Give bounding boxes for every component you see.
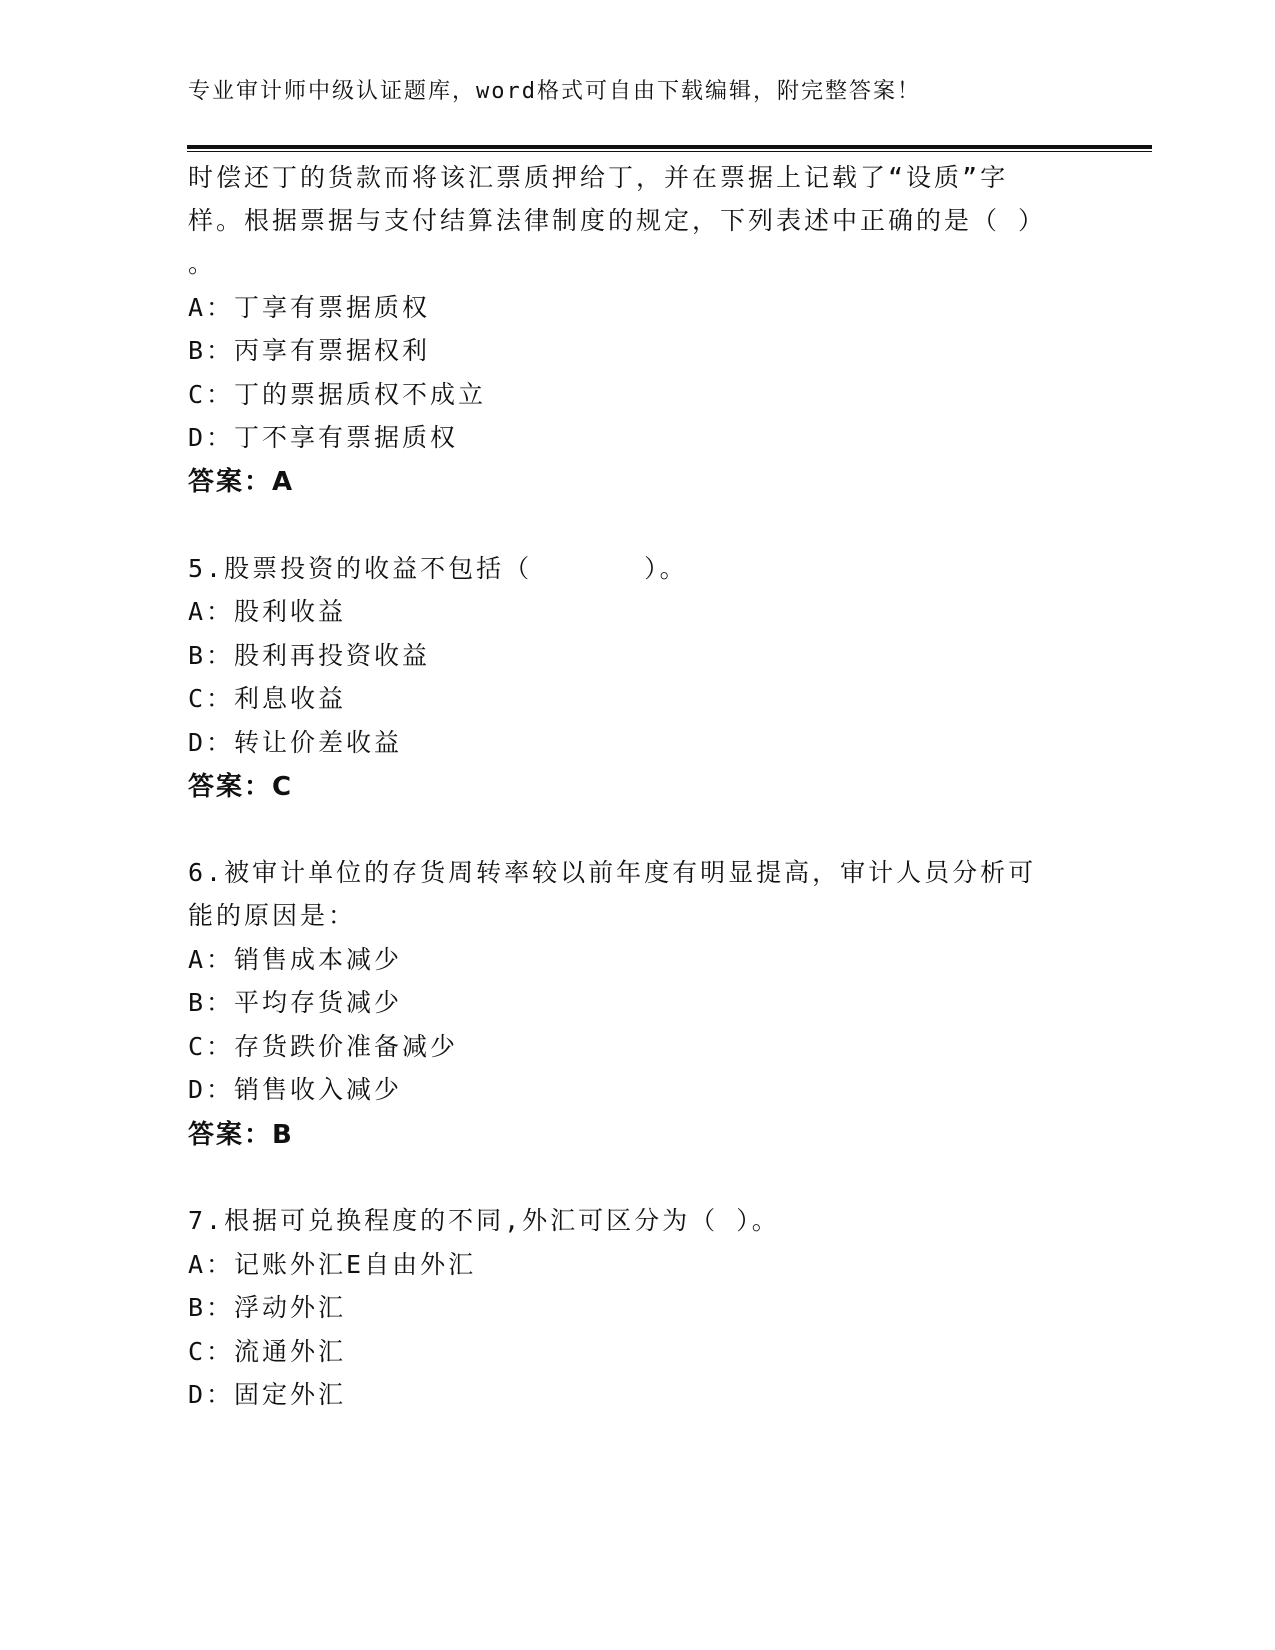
q7-option-d: D：固定外汇 [188, 1380, 347, 1409]
q4-stem-line-1: 时偿还丁的货款而将该汇票质押给丁，并在票据上记载了“设质”字 [188, 163, 1009, 192]
q7-stem: 7.根据可兑换程度的不同,外汇可区分为（ ）。 [188, 1206, 780, 1235]
q4-stem-line-2: 样。根据票据与支付结算法律制度的规定，下列表述中正确的是（ ） [188, 206, 1047, 235]
q6-stem-line-1: 6.被审计单位的存货周转率较以前年度有明显提高，审计人员分析可 [188, 858, 1037, 887]
header-rule-thin [187, 151, 1152, 152]
q7-option-b: B：浮动外汇 [188, 1293, 347, 1322]
q4-stem-line-3: 。 [188, 249, 217, 278]
q4-option-b: B：丙享有票据权利 [188, 336, 431, 365]
q6-option-b: B：平均存货减少 [188, 988, 403, 1017]
q7-option-a: A：记账外汇E自由外汇 [188, 1250, 477, 1279]
q4-option-c: C：丁的票据质权不成立 [188, 380, 487, 409]
page-header: 专业审计师中级认证题库，word格式可自由下载编辑，附完整答案！ [188, 79, 921, 104]
q5-option-d: D：转让价差收益 [188, 728, 403, 757]
q6-stem-line-2: 能的原因是： [188, 901, 357, 930]
q5-option-b: B：股利再投资收益 [188, 641, 431, 670]
q5-option-c: C：利息收益 [188, 684, 347, 713]
q4-answer: 答案：A [188, 467, 295, 497]
q6-option-d: D：销售收入减少 [188, 1075, 403, 1104]
q5-option-a: A：股利收益 [188, 597, 347, 626]
q5-stem: 5.股票投资的收益不包括（ ）。 [188, 554, 688, 583]
q7-option-c: C：流通外汇 [188, 1337, 347, 1366]
q6-option-a: A：销售成本减少 [188, 945, 403, 974]
q4-option-a: A：丁享有票据质权 [188, 293, 431, 322]
q6-answer: 答案：B [188, 1120, 294, 1150]
q5-answer: 答案：C [188, 772, 294, 802]
header-rule-thick [187, 145, 1152, 149]
q4-option-d: D：丁不享有票据质权 [188, 423, 459, 452]
q6-option-c: C：存货跌价准备减少 [188, 1032, 459, 1061]
